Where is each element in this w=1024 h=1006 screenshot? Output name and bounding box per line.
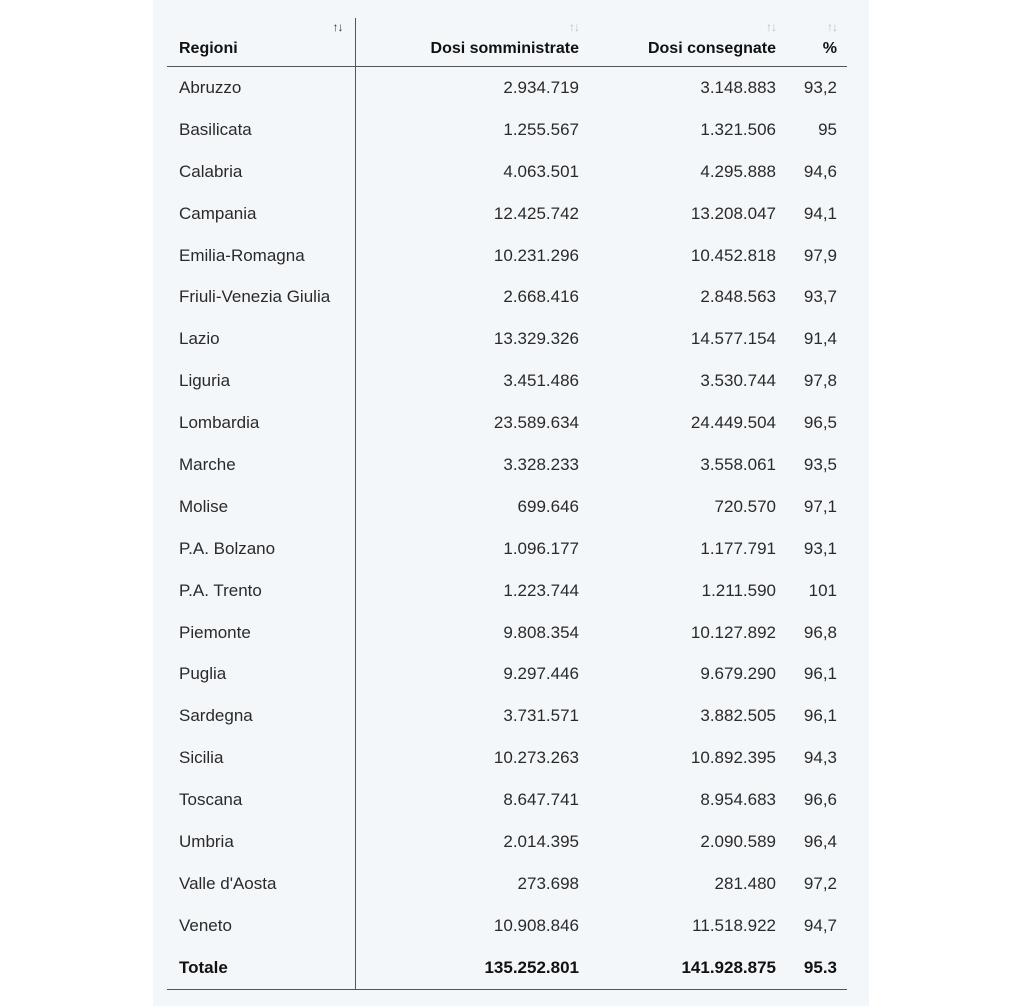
cell-dosi-somministrate: 3.328.233 <box>503 454 579 474</box>
cell-dosi-consegnate: 2.848.563 <box>700 287 776 307</box>
cell-dosi-somministrate: 1.223.744 <box>503 580 579 600</box>
cell-dosi-somministrate: 699.646 <box>517 496 579 516</box>
table-row <box>167 402 847 444</box>
cell-regione: Sicilia <box>167 737 355 779</box>
cell-dosi-consegnate: 1.211.590 <box>701 580 776 600</box>
cell-percentuale: 93,5 <box>803 454 837 474</box>
cell-regione: Piemonte <box>167 612 355 654</box>
cell-dosi-consegnate: 9.679.290 <box>700 664 776 684</box>
column-header-label: Dosi somministrate <box>430 40 579 57</box>
cell-dosi-somministrate: 2.934.719 <box>503 77 579 97</box>
table-row <box>167 612 847 654</box>
cell-percentuale: 94,6 <box>803 161 837 181</box>
cell-dosi-somministrate: 12.425.742 <box>493 203 579 223</box>
cell-regione: Toscana <box>167 779 355 821</box>
table-header <box>167 18 847 67</box>
cell-percentuale: 96,1 <box>803 664 837 684</box>
table-row <box>167 318 847 360</box>
cell-percentuale: 96,5 <box>803 413 837 433</box>
cell-percentuale: 93,1 <box>803 538 837 558</box>
table-row <box>167 528 847 570</box>
table-row <box>167 486 847 528</box>
column-header-percentuale[interactable] <box>786 18 847 67</box>
cell-dosi-somministrate: 1.255.567 <box>503 119 579 139</box>
table-row <box>167 109 847 151</box>
cell-percentuale: 93,7 <box>803 287 837 307</box>
cell-regione: Molise <box>167 486 355 528</box>
cell-regione: Valle d'Aosta <box>167 863 355 905</box>
cell-regione: Umbria <box>167 821 355 863</box>
column-header-dosi-somministrate[interactable] <box>355 18 589 67</box>
table-row <box>167 779 847 821</box>
cell-dosi-somministrate: 8.647.741 <box>503 790 579 810</box>
sort-arrows-icon[interactable]: ↑↓ <box>766 20 776 34</box>
cell-dosi-somministrate: 3.451.486 <box>503 371 579 391</box>
cell-dosi-consegnate: 10.127.892 <box>690 622 776 642</box>
cell-regione: Lazio <box>167 318 355 360</box>
cell-dosi-consegnate: 24.449.504 <box>690 413 776 433</box>
cell-percentuale: 93,2 <box>803 77 837 97</box>
table-panel <box>153 0 869 1006</box>
table-row <box>167 67 847 109</box>
cell-percentuale: 97,9 <box>803 245 837 265</box>
column-header-dosi-consegnate[interactable] <box>589 18 786 67</box>
cell-percentuale: 96,4 <box>803 831 837 851</box>
cell-percentuale: 94,7 <box>803 915 837 935</box>
table-row <box>167 653 847 695</box>
table-row <box>167 821 847 863</box>
cell-dosi-somministrate: 10.273.263 <box>493 748 579 768</box>
cell-dosi-consegnate: 8.954.683 <box>700 790 776 810</box>
cell-percentuale: 96,8 <box>803 622 837 642</box>
table-row <box>167 905 847 947</box>
total-dosi-somministrate: 135.252.801 <box>355 947 589 990</box>
cell-dosi-somministrate: 13.329.326 <box>493 329 579 349</box>
cell-dosi-consegnate: 3.558.061 <box>700 454 776 474</box>
cell-percentuale: 101 <box>808 580 837 600</box>
cell-dosi-somministrate: 2.014.395 <box>503 831 579 851</box>
table-row <box>167 193 847 235</box>
cell-dosi-somministrate: 3.731.571 <box>503 706 579 726</box>
cell-regione: Lombardia <box>167 402 355 444</box>
cell-percentuale: 95 <box>818 119 837 139</box>
cell-dosi-somministrate: 23.589.634 <box>493 413 579 433</box>
total-dosi-consegnate: 141.928.875 <box>589 947 786 990</box>
total-row <box>167 947 847 990</box>
cell-percentuale: 94,3 <box>803 748 837 768</box>
cell-dosi-consegnate: 281.480 <box>714 873 776 893</box>
cell-regione: Veneto <box>167 905 355 947</box>
cell-dosi-consegnate: 2.090.589 <box>700 831 776 851</box>
column-header-label: Regioni <box>179 40 238 57</box>
table-row <box>167 360 847 402</box>
table-row <box>167 695 847 737</box>
table-body <box>167 67 847 947</box>
cell-percentuale: 97,1 <box>803 496 837 516</box>
cell-dosi-somministrate: 10.908.846 <box>493 915 579 935</box>
cell-percentuale: 96,6 <box>803 790 837 810</box>
cell-dosi-consegnate: 3.882.505 <box>700 706 776 726</box>
cell-percentuale: 97,8 <box>803 371 837 391</box>
table-row <box>167 444 847 486</box>
cell-dosi-consegnate: 13.208.047 <box>690 203 776 223</box>
cell-dosi-consegnate: 14.577.154 <box>690 329 776 349</box>
cell-dosi-consegnate: 10.452.818 <box>690 245 776 265</box>
table-footer <box>167 947 847 990</box>
cell-dosi-somministrate: 4.063.501 <box>503 161 579 181</box>
cell-regione: Basilicata <box>167 109 355 151</box>
cell-regione: Puglia <box>167 653 355 695</box>
header-row <box>167 18 847 67</box>
table-row <box>167 863 847 905</box>
cell-dosi-consegnate: 4.295.888 <box>700 161 776 181</box>
total-percentuale: 95.3 <box>786 947 847 990</box>
table-row <box>167 570 847 612</box>
cell-dosi-somministrate: 9.808.354 <box>503 622 579 642</box>
cell-dosi-consegnate: 3.148.883 <box>700 77 776 97</box>
cell-dosi-consegnate: 11.518.922 <box>692 915 776 935</box>
table-row <box>167 151 847 193</box>
table-row <box>167 276 847 318</box>
cell-dosi-somministrate: 9.297.446 <box>503 664 579 684</box>
cell-dosi-somministrate: 10.231.296 <box>493 245 579 265</box>
cell-regione: Sardegna <box>167 695 355 737</box>
cell-dosi-somministrate: 2.668.416 <box>503 287 579 307</box>
cell-regione: Calabria <box>167 151 355 193</box>
cell-regione: P.A. Trento <box>167 570 355 612</box>
cell-dosi-consegnate: 1.177.791 <box>700 538 776 558</box>
sort-arrows-icon[interactable]: ↑↓ <box>569 20 579 34</box>
table-row <box>167 235 847 277</box>
cell-percentuale: 97,2 <box>803 873 837 893</box>
cell-dosi-consegnate: 1.321.506 <box>700 119 776 139</box>
column-header-label: % <box>822 40 837 57</box>
column-header-regioni[interactable] <box>167 18 355 67</box>
table-row <box>167 737 847 779</box>
cell-dosi-somministrate: 273.698 <box>517 873 579 893</box>
cell-percentuale: 96,1 <box>803 706 837 726</box>
cell-dosi-consegnate: 720.570 <box>714 496 776 516</box>
cell-regione: Liguria <box>167 360 355 402</box>
cell-regione: Emilia-Romagna <box>167 235 355 277</box>
cell-dosi-consegnate: 10.892.395 <box>690 748 776 768</box>
vaccine-doses-table <box>167 18 847 990</box>
cell-regione: Marche <box>167 444 355 486</box>
total-label: Totale <box>167 947 355 990</box>
cell-regione: Friuli-Venezia Giulia <box>167 276 355 318</box>
cell-percentuale: 91,4 <box>803 329 837 349</box>
sort-arrows-icon[interactable]: ↑↓ <box>332 20 343 34</box>
cell-percentuale: 94,1 <box>803 203 837 223</box>
column-header-label: Dosi consegnate <box>647 40 776 57</box>
cell-dosi-consegnate: 3.530.744 <box>700 371 776 391</box>
cell-dosi-somministrate: 1.096.177 <box>503 538 579 558</box>
cell-regione: P.A. Bolzano <box>167 528 355 570</box>
sort-arrows-icon[interactable]: ↑↓ <box>827 20 837 34</box>
cell-regione: Abruzzo <box>167 67 355 109</box>
cell-regione: Campania <box>167 193 355 235</box>
